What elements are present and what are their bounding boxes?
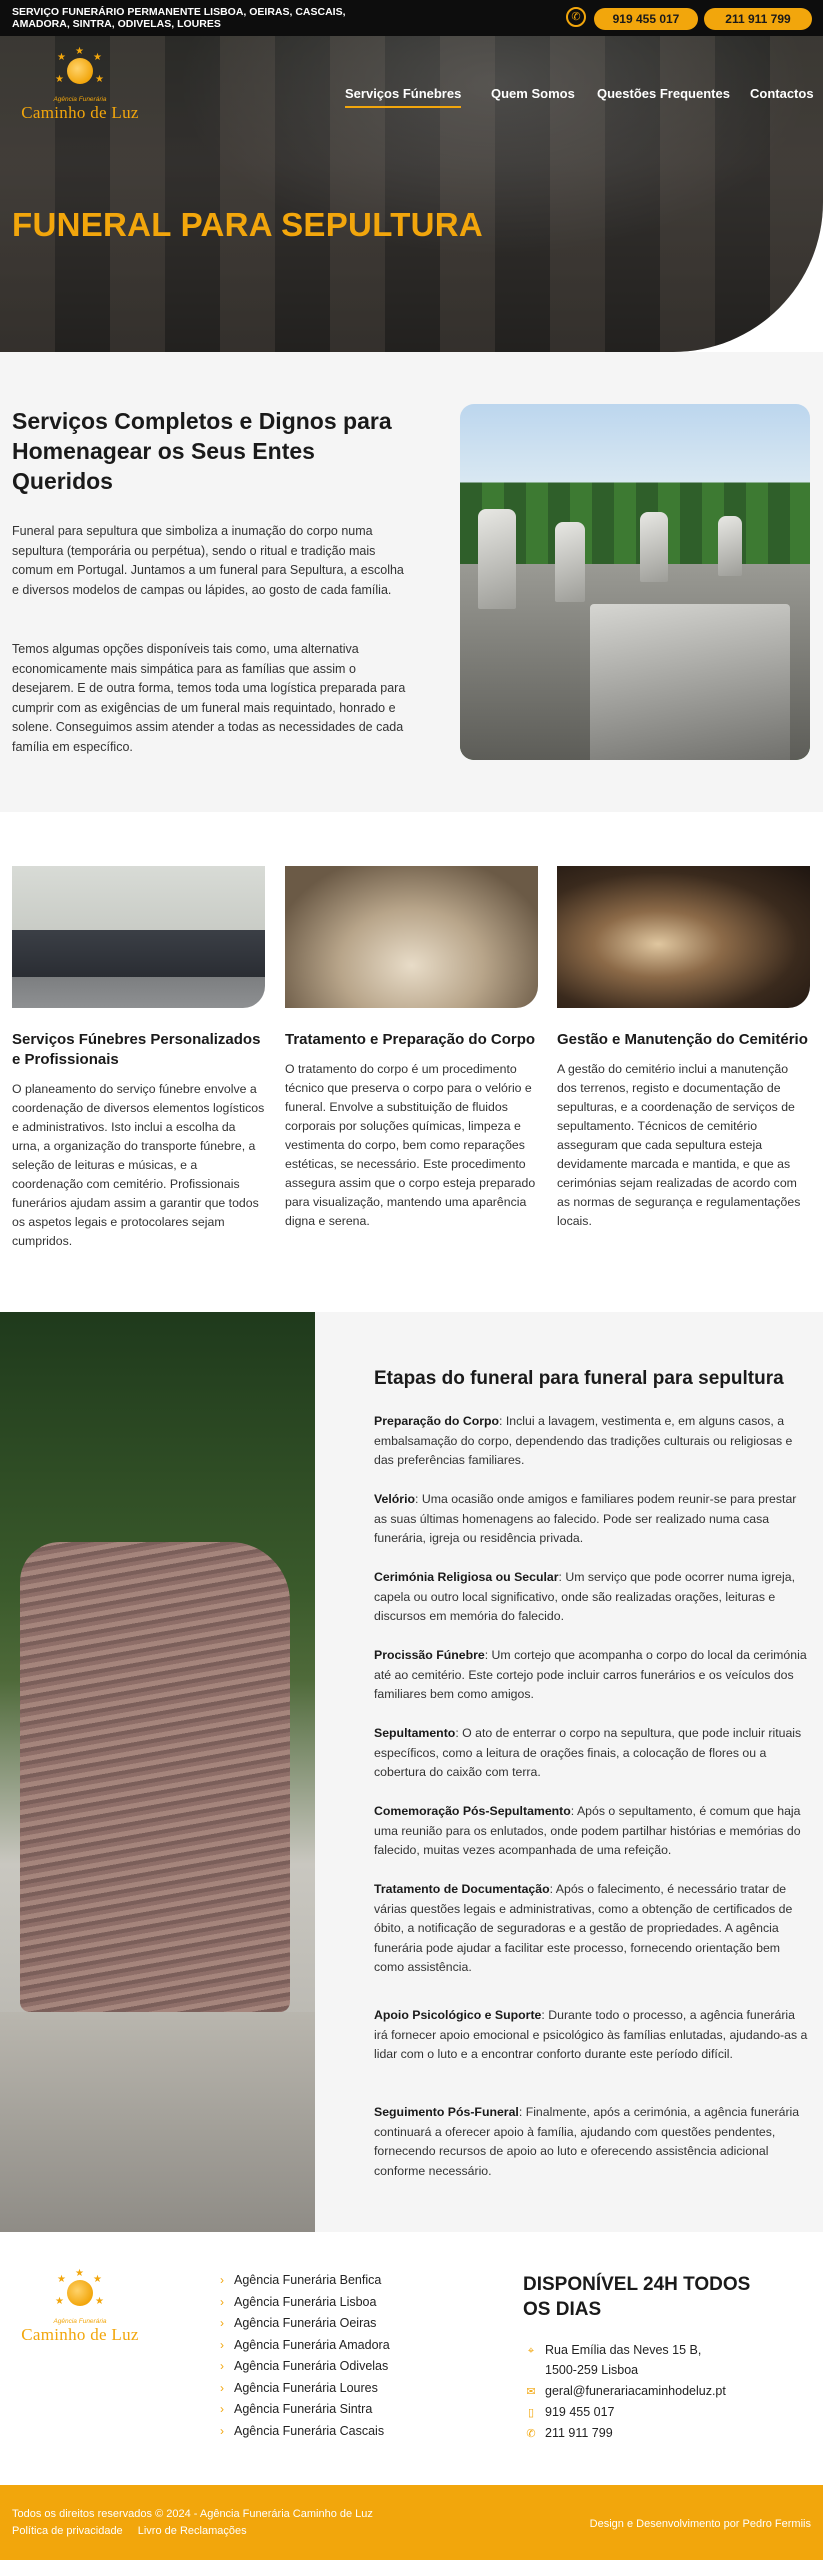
page-title: FUNERAL PARA SEPULTURA [12,206,484,243]
phone-button-2[interactable]: 211 911 799 [704,8,812,30]
intro-heading: Serviços Completos e Dignos para Homenagear os Seus Entes Queridos [12,408,392,494]
footer-link-lisboa[interactable]: › Agência Funerária Lisboa [220,2294,377,2309]
stages-heading: Etapas do funeral para funeral para sepultura [374,1368,784,1389]
intro-paragraph-2: Temos algumas opções disponíveis tais como, uma alternativa economicamente mais simpática para as famílias que assim o desejarem. E de outra forma, temos toda uma logística preparada para cumprir com as exigências de um funeral mais requintado, honrado e solene. Conseguimos assim atender a todas as necessidades de cada família em específico. [12,642,406,754]
card-title: Tratamento e Preparação do Corpo [285,1031,536,1048]
nav-servicos-funebres[interactable]: Serviços Fúnebres [345,86,462,101]
chevron-right-icon: › [220,2380,224,2395]
stage-item: Tratamento de Documentação: Após o falecimento, é necessário tratar de várias questões legais e administrativas, como a obtenção de certificados de óbito, a notificação de seguradoras e a gestão de propriedades. A agência funerária pode ajudar a facilitar este processo, fornecendo orientação bem como assistência. [374,1882,793,1974]
logo-agency-text: Agência Funerária [53,96,107,103]
stage-item: Cerimónia Religiosa ou Secular: Um serviço que pode ocorrer numa igreja, capela ou outro local significativo, onde são realizadas orações, leituras e discursos em memória do falecido. [374,1570,795,1623]
footer-link-loures[interactable]: › Agência Funerária Loures [220,2380,378,2395]
address-line-2: 1500-259 Lisboa [545,2363,639,2377]
service-card [12,866,265,1251]
hearse-vans-photo [12,866,265,1008]
intro-section [0,352,823,812]
footer-logo[interactable] [12,2268,148,2345]
stage-item: Comemoração Pós-Sepultamento: Após o sepultamento, é comum que haja uma reunião para os enlutados, onde podem partilhar histórias e memórias do falecido, muitas vezes acompanhada de uma refeição. [374,1804,801,1857]
phone-icon: ✆ [526,2428,536,2440]
chevron-right-icon: › [220,2316,224,2330]
footer-link-odivelas[interactable]: › Agência Funerária Odivelas [220,2359,389,2373]
chevron-right-icon: › [220,2273,224,2287]
site-logo[interactable] [12,46,148,123]
nav-contactos[interactable]: Contactos [750,86,814,101]
logo-emblem-icon: ★ ★ ★ ★ ★ [55,2268,104,2307]
logo-brand-text: Caminho de Luz [21,2325,139,2344]
footer-link-oeiras[interactable]: › Agência Funerária Oeiras [220,2316,377,2330]
legal-links [12,2525,259,2537]
nav-quem-somos[interactable]: Quem Somos [491,86,575,101]
service-card [285,866,538,1231]
stage-item: Preparação do Corpo: Inclui a lavagem, vestimenta e, em alguns casos, a embalsamação do corpo, dependendo das tradições culturais ou religiosas e das preferências familiares. [374,1414,793,1467]
services-cards [0,812,823,1312]
logo-agency-text: Agência Funerária [53,2318,107,2325]
top-bar [0,0,823,36]
hero-banner [0,36,823,352]
nav-questoes-frequentes[interactable]: Questões Frequentes [597,86,730,101]
footer-link-cascais[interactable]: › Agência Funerária Cascais [220,2423,385,2438]
bottom-bar [0,2485,823,2560]
privacy-policy-link[interactable]: Política de privacidade [12,2525,123,2537]
footer-link-sintra[interactable]: › Agência Funerária Sintra [220,2402,373,2416]
chevron-right-icon: › [220,2359,224,2373]
location-pin-icon: ⌖ [527,2345,535,2357]
landline-phone-link[interactable]: ✆ 211 911 799 [523,2423,613,2444]
phone-button-1[interactable]: 919 455 017 [594,8,698,30]
card-text: O tratamento do corpo é um procedimento técnico que preserva o corpo para o velório e funeral. Envolve a substituição de fluidos corporais por soluções químicas, limpeza e vestimenta do corpo, bem como reparações estéticas, se necessário. Este procedimento assegura assim que o corpo esteja preparado para visualização, mantendo uma aparência digna e serena. [285,1062,536,1228]
footer-link-amadora[interactable]: › Agência Funerária Amadora [220,2337,390,2352]
stage-item: Apoio Psicológico e Suporte: Durante todo o processo, a agência funerária irá fornecer apoio emocional e psicológico às famílias enlutadas, ajudando-as a lidar com o luto e a encontrar conforto durante este período difícil. [374,2008,808,2061]
chevron-right-icon: › [220,2423,224,2438]
chevron-right-icon: › [220,2337,224,2352]
stage-item: Sepultamento: O ato de enterrar o corpo na sepultura, que pode incluir rituais específicos, como a leitura de orações finais, a colocação de flores ou a cobertura do caixão com terra. [374,1726,802,1779]
stage-item: Seguimento Pós-Funeral: Finalmente, após a cerimónia, a agência funerária continuará a oferecer apoio à família, ajudando com questões pendentes, fornecendo recursos de apoio ao luto e oferecendo assistência adicional conforme necessário. [374,2105,800,2178]
funeral-stages-section [0,1312,823,2232]
chevron-right-icon: › [220,2402,224,2416]
cemetery-photo [460,404,810,760]
card-title: Serviços Fúnebres Personalizados e Profissionais [12,1031,261,1068]
service-card [557,866,810,1231]
chevron-right-icon: › [220,2294,224,2309]
card-title: Gestão e Manutenção do Cemitério [557,1031,808,1048]
design-credit[interactable]: Design e Desenvolvimento por Pedro Fermiis [589,2518,811,2530]
complaints-book-link[interactable]: Livro de Reclamações [137,2525,247,2537]
logo-brand-text: Caminho de Luz [21,103,139,122]
stage-item: Procissão Fúnebre: Um cortejo que acompanha o corpo do local da cerimónia até ao cemitério. Este cortejo pode incluir carros funerários e os veículos dos familiares bem como amigos. [374,1648,807,1701]
availability-heading: DISPONÍVEL 24H TODOS OS DIAS [523,2274,751,2320]
cemetery-flowers-photo [557,866,810,1008]
service-area-text: SERVIÇO FUNERÁRIO PERMANENTE LISBOA, OEIRAS, CASCAIS, AMADORA, SINTRA, ODIVELAS, LOURES [12,6,346,30]
whatsapp-icon[interactable]: ✆ [566,7,586,27]
address-line-1: ⌖ Rua Emília das Neves 15 B, [523,2340,701,2361]
footer-links [220,2273,390,2445]
card-text: A gestão do cemitério inclui a manutenção dos terrenos, registo e documentação de sepulturas, e a coordenação de serviços de sepultamento. Técnicos de cemitério asseguram que cada sepultura esteja devidamente marcada e mantida, e que as cerimónias sejam realizadas de acordo com as normas de segurança e regulamentações locais. [557,1062,801,1228]
intro-paragraph-1: Funeral para sepultura que simboliza a inumação do corpo numa sepultura (temporária ou perpétua), sendo o ritual e tradição mais comum em Portugal. Juntamos a um funeral para Sepultura, a escolha e diversos modelos de campas ou lápides, ao gosto de cada família. [12,524,404,597]
mobile-phone-icon: ▯ [527,2407,535,2419]
footer [0,2232,823,2485]
gravestone-photo [0,1312,315,2232]
card-text: O planeamento do serviço fúnebre envolve a coordenação de diversos elementos logísticos e administrativos. Isto inclui a escolha da urna, a organização do transporte fúnebre, a seleção de leituras e músicas, e a coordenação com cemitério. Profissionais funerários ajudam assim a garantir que todos os aspetos legais e protocolares sejam cumpridos. [12,1082,265,1248]
main-nav [345,86,823,110]
copyright-text: Todos os direitos reservados © 2024 - Agência Funerária Caminho de Luz [12,2508,373,2520]
mail-icon: ✉ [526,2386,536,2398]
stage-item: Velório: Uma ocasião onde amigos e familiares podem reunir-se para prestar as suas últimas homenagens ao falecido. Pode ser realizado numa casa funerária, igreja ou residência privada. [374,1492,797,1545]
footer-link-benfica[interactable]: › Agência Funerária Benfica [220,2273,382,2287]
email-link[interactable]: ✉ geral@funerariacaminhodeluz.pt [523,2381,726,2402]
mobile-phone-link[interactable]: ▯ 919 455 017 [523,2402,615,2423]
body-preparation-photo [285,866,538,1008]
logo-emblem-icon: ★ ★ ★ ★ ★ [55,46,104,85]
